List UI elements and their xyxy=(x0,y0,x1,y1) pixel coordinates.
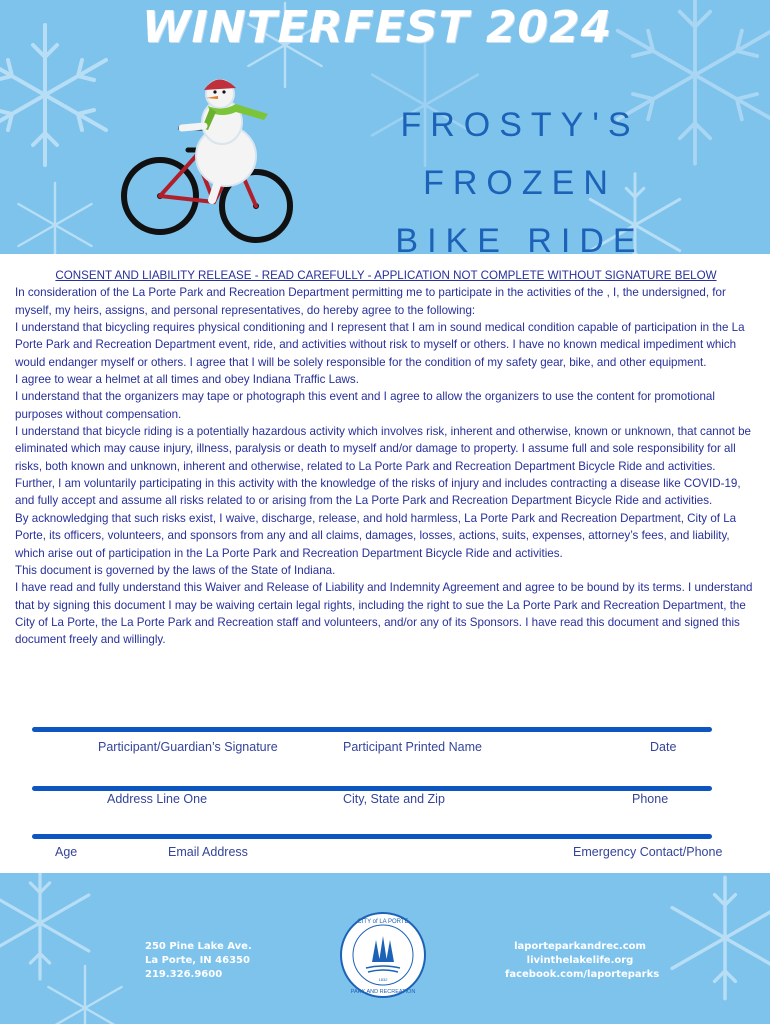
seal-top-text: CITY of LA PORTE xyxy=(357,919,409,925)
signature-line[interactable] xyxy=(32,727,712,732)
release-paragraph: By acknowledging that such risks exist, I waive, discharge, release, and hold harmless, La Porte Park and Recreation Department, City of La Porte, its officers, volunteers, and sponsors from any and all claims, damages, losses, actions, suits, expenses, attorney’s fees, and liability, which arise out of participation in the La Porte Park and Recreation Department Bicycle Ride and activities. xyxy=(15,511,737,560)
ride-title-line-2: BIKE RIDE xyxy=(395,222,645,254)
website-link[interactable]: laporteparkandrec.com xyxy=(514,941,646,952)
city-state-zip: La Porte, IN 46350 xyxy=(145,955,250,966)
web-links xyxy=(505,940,660,982)
event-title: WINTERFEST 2024 xyxy=(142,2,613,53)
printed-name-label: Participant Printed Name xyxy=(343,740,482,754)
seal-bottom-text: PARK AND RECREATION xyxy=(350,989,416,995)
header-banner xyxy=(0,0,770,254)
snowman-bike-illustration xyxy=(118,66,298,252)
emergency-contact-label: Emergency Contact/Phone xyxy=(573,845,723,859)
contact-address xyxy=(145,940,252,982)
liability-release xyxy=(15,267,757,649)
address-line[interactable] xyxy=(32,786,712,791)
seal-year-text: 1832 xyxy=(378,977,388,982)
snowflake-icon xyxy=(0,20,120,170)
website-link[interactable]: livinthelakelife.org xyxy=(526,955,634,966)
release-paragraph: I understand that bicycle riding is a potentially hazardous activity which involves risk, inherent and otherwise, known or unknown, that cannot be eliminated which may cause injury, illness, paralysis or death to myself and/or damage to property. I assume full and sole responsibility for all risks, both known and unknown, inherent and otherwise, related to La Porte Park and Recreation Department Bicycle Ride and activities. Further, I am voluntarily participating in this activity with the knowledge of the risks of injury and includes contracting a disease like COVID-19, and fully accept and assume all risks related to or arising from the La Porte Park and Recreation Department Bicycle Ride and activities. xyxy=(15,425,751,508)
release-paragraph: I understand that bicycling requires physical conditioning and I represent that I am in sound medical condition capable of participation in the La Porte Park and Recreation Department event, ride, and activities without risk to myself or others. I have no known medical impediment which would endanger myself or others. I agree that I will be solely responsible for the condition of my safety gear, bike, and other equipment. xyxy=(15,321,745,369)
release-heading: CONSENT AND LIABILITY RELEASE - READ CAREFULLY - APPLICATION NOT COMPLETE WITHOUT SIGNATURE BELOW xyxy=(55,269,717,282)
facebook-link[interactable]: facebook.com/laporteparks xyxy=(505,969,660,980)
release-paragraph: In consideration of the La Porte Park and Recreation Department permitting me to participate in the activities of the , I, the undersigned, for myself, my heirs, assigns, and personal representatives, do hereby agree to the following: xyxy=(15,286,726,317)
phone-label: Phone xyxy=(632,792,669,806)
street-address: 250 Pine Lake Ave. xyxy=(145,941,252,952)
participant-signature-label: Participant/Guardian’s Signature xyxy=(98,740,278,754)
release-paragraph: This document is governed by the laws of the State of Indiana. xyxy=(15,563,336,577)
release-paragraph: I agree to wear a helmet at all times and obey Indiana Traffic Laws. xyxy=(15,373,359,387)
email-address-label: Email Address xyxy=(168,845,248,859)
snowflake-icon xyxy=(40,963,130,1024)
city-seal-logo xyxy=(338,910,428,1000)
snowflake-icon xyxy=(10,180,100,254)
date-label: Date xyxy=(650,740,677,754)
city-state-zip-label: City, State and Zip xyxy=(343,792,445,806)
ride-title-line-1: FROSTY'S FROZEN xyxy=(400,106,640,202)
contact-line[interactable] xyxy=(32,834,712,839)
address-line-one-label: Address Line One xyxy=(107,792,208,806)
release-paragraph: I understand that the organizers may tape or photograph this event and I agree to allow the organizers to use the content for promotional purposes without compensation. xyxy=(15,390,715,421)
snowflake-icon xyxy=(660,873,770,1003)
ride-title xyxy=(300,96,740,254)
age-label: Age xyxy=(55,845,78,859)
release-paragraph: I have read and fully understand this Waiver and Release of Liability and Indemnity Agreement and agree to be bound by its terms. I understand that by signing this document I may be waiving certain legal rights, including the right to sue the La Porte Park and Recreation Department, the City of La Porte, the La Porte Park and Recreation staff and volunteers, and/or any of its Sponsors. I have read this document and signed this document freely and willingly. xyxy=(15,581,753,647)
phone-number: 219.326.9600 xyxy=(145,969,223,980)
